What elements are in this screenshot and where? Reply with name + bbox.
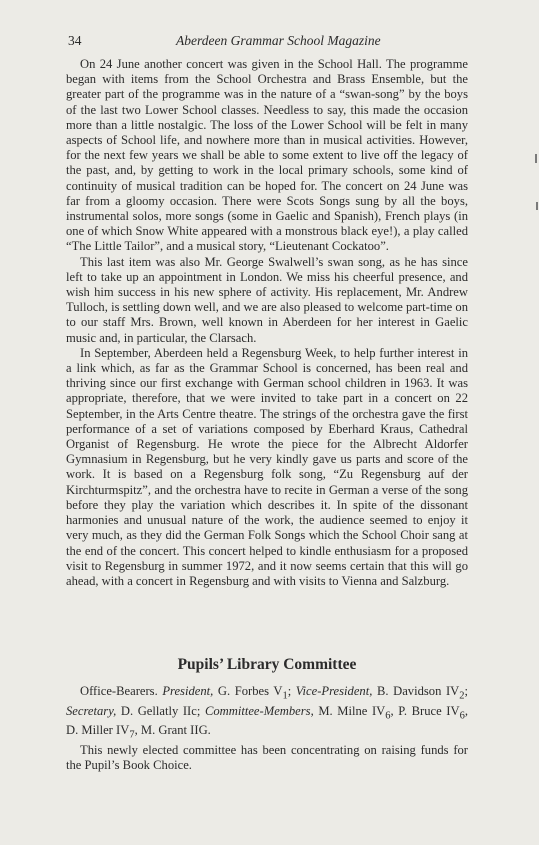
page-header bbox=[68, 33, 468, 49]
page-number: 34 bbox=[68, 33, 82, 48]
member-1-name: M. Milne IV bbox=[313, 703, 386, 718]
president-role: President, bbox=[162, 684, 214, 698]
paragraph-regensburg: In September, Aberdeen held a Regensburg Week, to help further interest in a link which, as far as the Grammar School is concerned, has been real and thriving since our first exchange with German school children in 1963. It was appropriate, therefore, that we were invited to take part in a concert on 22 September, in the Arts Centre theatre. The strings of the orchestra gave the first performance of a set of variations composed by Eberhard Kraus, Cathedral Organist of Regensburg. He wrote the piece for the Albrecht Aldorfer Gymnasium in Regensburg, but he very kindly gave us parts and score of the work. It is based on a Regensburg folk song, “Zu Regensburg auf der Kirchturmspitz”, and the orchestra have to recite in German a verse of the song before they play the variation which describes it. In spite of the dissonant harmonies and unusual nature of the work, the audience seemed to enjoy it very much, as they did the German Folk Songs which the School Choir sang at the end of the concert. This concert helped to kindle enthusiasm for a proposed visit to Regensburg in summer 1972, and it now seems certain that this will go ahead, with a concert in Regensburg and with visits to Vienna and Salzburg. bbox=[66, 345, 468, 588]
margin-mark bbox=[536, 202, 538, 210]
paragraph-june-concert: On 24 June another concert was given in the School Hall. The programme began with items from the School Orchestra and Brass Ensemble, but the greater part of the programme was in the nature of a “swan-song” by the boys of the last two Lower School classes. Needless to say, this made the occasion more than a little nostalgic. The loss of the Lower School will be felt in many aspects of School life, and nowhere more than in musical activities. However, for the next few years we shall be able to some extent to live off the legacy of the past, and, by getting to work in the local primary schools, some kind of continuity of musical tradition can be hoped for. The concert on 24 June was far from a gloomy occasion. There were Scots Songs sung by all the boys, instrumental solos, more songs (some in Gaelic and Spanish), French plays (in one of which Snow White appeared with a monstrous black eye!), a play called “The Little Tailor”, and a musical story, “Lieutenant Cockatoo”. bbox=[66, 57, 468, 254]
section-heading: Pupils’ Library Committee bbox=[177, 656, 357, 673]
secretary-role: Secretary, bbox=[66, 703, 117, 718]
vice-president-name: B. Davidson IV bbox=[372, 684, 460, 698]
secretary-name: D. Gellatly IIc; bbox=[116, 703, 201, 718]
member-4-name: M. Grant IIG. bbox=[137, 723, 211, 738]
office-bearers-label: Office-Bearers. bbox=[80, 684, 158, 698]
library-committee bbox=[66, 684, 468, 774]
president-name: G. Forbes V bbox=[213, 684, 283, 698]
member-2-name: P. Bruce IV bbox=[398, 703, 460, 718]
running-title: Aberdeen Grammar School Magazine bbox=[176, 33, 381, 48]
member-1-form: 6 bbox=[385, 710, 391, 722]
vice-president-role: Vice-President, bbox=[295, 684, 373, 698]
member-3-form: 7 bbox=[129, 729, 135, 741]
paragraph-swalwell: This last item was also Mr. George Swalwell’s swan song, as he has since left to take up an appointment in London. We miss his cheerful presence, and wish him success in his new sphere of activity. His replacement, Mr. Andrew Tulloch, is settling down well, and we are also pleased to welcome part-time on to our staff Mrs. Brown, well known in Aberdeen for her interest in Gaelic music and, in particular, the Clarsach. bbox=[66, 254, 468, 345]
member-3-name: D. Miller IV bbox=[66, 723, 130, 738]
closing-paragraph: This newly elected committee has been concentrating on raising funds for the Pupil’s Book Choice. bbox=[66, 743, 468, 773]
article-body bbox=[66, 57, 468, 589]
president-form: 1 bbox=[282, 690, 288, 702]
vice-president-form: 2 bbox=[459, 690, 465, 702]
committee-role: Committee-Members, bbox=[204, 703, 314, 718]
margin-mark bbox=[535, 154, 537, 163]
member-2-form: 6 bbox=[459, 710, 465, 722]
office-bearers-paragraph: Office-Bearers. President, G. Forbes $V_1$; Vice-President, B. Davidson $IV_2$; Secretary, D. Gellatly IIc; Committee-Members, M. Milne $IV_6$, P. Bruce $IV_6$, D. Miller $IV_7$, M. Grant IIG. bbox=[66, 684, 468, 741]
